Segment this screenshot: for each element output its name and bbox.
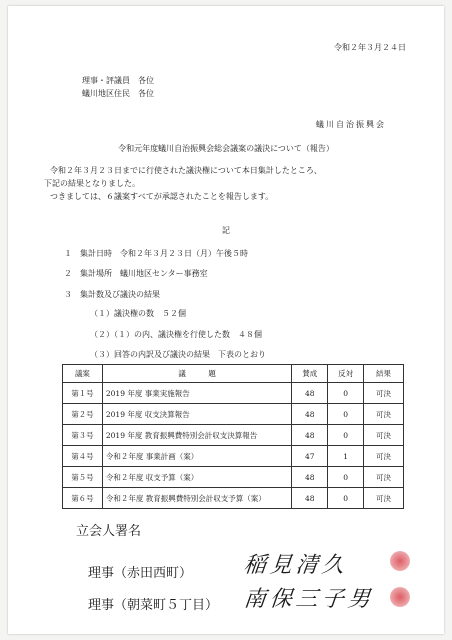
sender: 蟻川自治振興会 — [316, 120, 386, 129]
cell-for: 48 — [292, 404, 328, 425]
cell-result: 可決 — [364, 383, 404, 404]
cell-subject: 2019 年度 教育振興費特別会計収支決算報告 — [102, 425, 291, 446]
handwritten-signature-1: 稲見清久 — [242, 553, 350, 578]
witness-member-1: 理事（赤田西町） — [88, 566, 193, 581]
header-for: 賛成 — [292, 365, 328, 383]
addressee-1: 理事・評議員 各位 — [82, 76, 154, 85]
item-1: １ 集計日時 令和２年３月２３日（月）午後５時 — [64, 249, 248, 258]
handwritten-signature-2: 南保三子男 — [242, 587, 376, 612]
header-against: 反対 — [328, 365, 364, 383]
ki-heading: 記 — [222, 226, 230, 235]
sub-item-2: （２）（１）の内、議決権を行使した数 ４８個 — [90, 330, 262, 339]
item-3: ３ 集計数及び議決の結果 — [64, 290, 160, 299]
table-row — [63, 467, 404, 488]
cell-result: 可決 — [364, 467, 404, 488]
cell-bill: 第２号 — [63, 404, 103, 425]
header-bill: 議案 — [63, 365, 103, 383]
document-date: 令和２年３月２４日 — [334, 43, 406, 52]
votes-table — [62, 364, 404, 509]
cell-bill: 第１号 — [63, 383, 103, 404]
sub-item-1: （１）議決権の数 ５２個 — [90, 309, 186, 318]
body-line-1: 令和２年３月２３日までに行使された議決権について本日集計したところ、 — [50, 166, 322, 175]
item-2: ２ 集計場所 蟻川地区センター事務室 — [64, 269, 208, 278]
cell-against: 0 — [328, 488, 364, 509]
cell-bill: 第３号 — [63, 425, 103, 446]
cell-for: 47 — [292, 446, 328, 467]
seal-stamp-1 — [390, 551, 410, 571]
cell-subject: 2019 年度 収支決算報告 — [102, 404, 291, 425]
cell-against: 1 — [328, 446, 364, 467]
header-result: 結果 — [364, 365, 404, 383]
body-line-2: 下記の結果となりました。 — [44, 179, 140, 188]
cell-subject: 令和２年度 事業計画（案） — [102, 446, 291, 467]
witness-member-2: 理事（朝菜町５丁目） — [88, 598, 219, 613]
document-title: 令和元年度蟻川自治振興会総会議案の議決について（報告） — [118, 144, 334, 153]
cell-subject: 令和２年度 収支予算（案） — [102, 467, 291, 488]
sub-item-3: （３）回答の内訳及び議決の結果 下表のとおり — [90, 350, 266, 359]
cell-bill: 第４号 — [63, 446, 103, 467]
cell-for: 48 — [292, 488, 328, 509]
seal-stamp-2 — [390, 587, 410, 607]
cell-result: 可決 — [364, 404, 404, 425]
cell-subject: 2019 年度 事業実施報告 — [102, 383, 291, 404]
table-row — [63, 446, 404, 467]
cell-for: 48 — [292, 383, 328, 404]
cell-against: 0 — [328, 467, 364, 488]
cell-against: 0 — [328, 383, 364, 404]
table-row — [63, 383, 404, 404]
table-row — [63, 425, 404, 446]
document-page — [8, 6, 444, 634]
cell-bill: 第６号 — [63, 488, 103, 509]
table-row — [63, 404, 404, 425]
table-header-row — [63, 365, 404, 383]
witness-heading: 立会人署名 — [76, 524, 142, 539]
cell-bill: 第５号 — [63, 467, 103, 488]
cell-against: 0 — [328, 425, 364, 446]
cell-result: 可決 — [364, 425, 404, 446]
cell-against: 0 — [328, 404, 364, 425]
cell-result: 可決 — [364, 446, 404, 467]
header-subject: 議 題 — [102, 365, 291, 383]
cell-for: 48 — [292, 467, 328, 488]
cell-for: 48 — [292, 425, 328, 446]
cell-result: 可決 — [364, 488, 404, 509]
addressee-2: 蟻川地区住民 各位 — [82, 89, 154, 98]
body-line-3: つきましては、６議案すべてが承認されたことを報告します。 — [50, 192, 274, 201]
table-row — [63, 488, 404, 509]
cell-subject: 令和２年度 教育振興費特別会計収支予算（案） — [102, 488, 291, 509]
